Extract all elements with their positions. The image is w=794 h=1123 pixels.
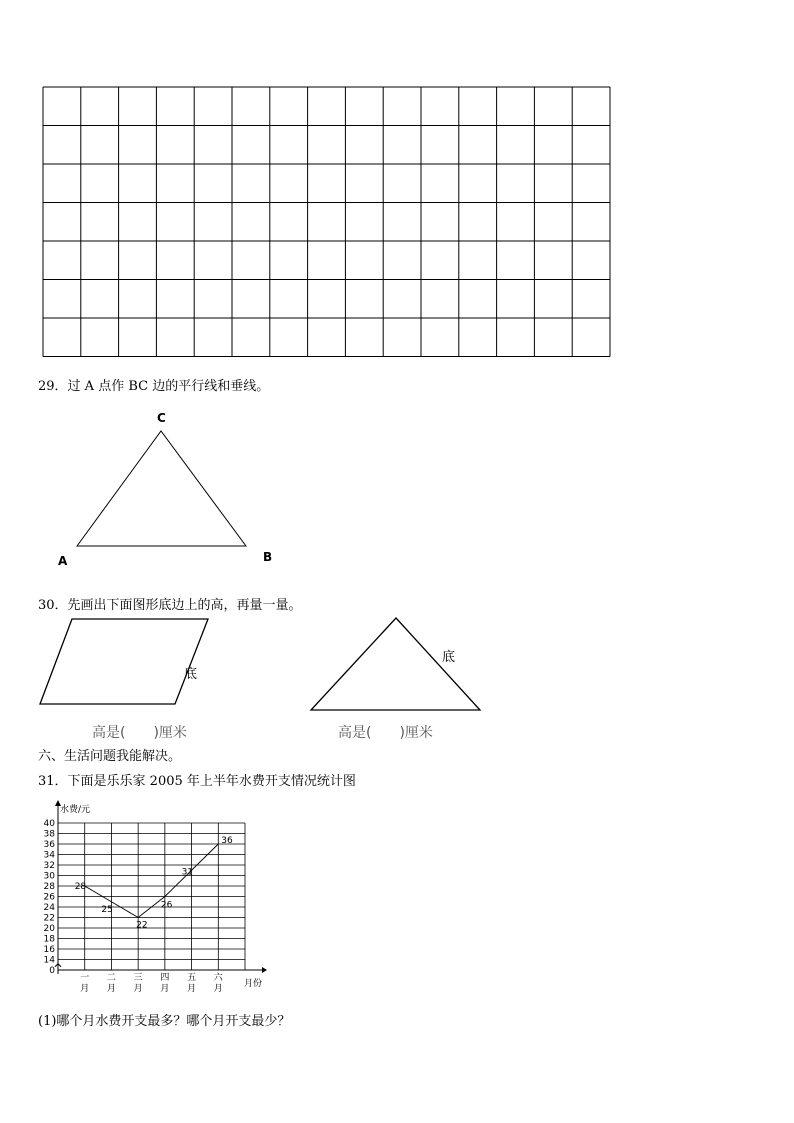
x-axis-arrow (262, 967, 267, 973)
x-tick-label-suffix: 月 (133, 984, 143, 994)
x-tick-label-suffix: 月 (187, 984, 197, 994)
blank-square-grid (42, 86, 612, 358)
x-tick-label: 二 (106, 973, 116, 983)
x-tick-label-suffix: 月 (213, 984, 223, 994)
y-tick-label: 14 (43, 955, 55, 966)
x-tick-label: 三 (133, 973, 143, 983)
y-axis-label: 水费/元 (60, 805, 91, 815)
data-label: 36 (221, 836, 233, 846)
label-b: B (263, 550, 273, 564)
y-tick-label: 32 (43, 861, 55, 871)
data-label: 26 (160, 900, 173, 911)
x-tick-label: 四 (160, 973, 170, 983)
data-label: 25 (101, 904, 113, 915)
x-tick-label-suffix: 月 (160, 984, 170, 994)
y-tick-label: 18 (43, 934, 55, 945)
y-tick-label: 26 (43, 892, 55, 903)
y-tick-label: 40 (43, 819, 55, 829)
question-30: 30．先画出下面图形底边上的高，再量一量。 (38, 598, 302, 613)
data-label: 31 (181, 867, 194, 878)
y-tick-label: 0 (49, 966, 55, 976)
water-fee-line-chart (36, 796, 276, 998)
x-tick-label: 一 (80, 973, 90, 983)
y-tick-label: 34 (43, 850, 55, 861)
y-tick-label: 16 (43, 945, 55, 955)
x-tick-label: 五 (187, 973, 197, 983)
question-31-sub-1: (1)哪个月水费开支最多？哪个月开支最少？ (38, 1014, 291, 1029)
triangle-figure (300, 614, 500, 744)
section-6-title: 六、生活问题我能解决。 (38, 749, 182, 764)
x-axis-label: 月份 (244, 979, 263, 989)
y-tick-label: 22 (43, 913, 55, 924)
height-answer-2: 高是( )厘米 (338, 725, 433, 741)
parallelogram-figure (36, 614, 236, 744)
height-answer-1: 高是( )厘米 (92, 725, 187, 741)
base-label-parallelogram: 底 (184, 667, 198, 682)
y-tick-label: 36 (43, 840, 55, 850)
question-31: 31．下面是乐乐家 2005 年上半年水费开支情况统计图 (38, 774, 356, 789)
x-tick-label: 六 (213, 973, 223, 983)
y-tick-label: 38 (43, 829, 55, 840)
x-tick-label-suffix: 月 (106, 984, 116, 994)
question-29: 29．过 A 点作 BC 边的平行线和垂线。 (38, 379, 270, 394)
data-label: 22 (136, 920, 148, 931)
x-tick-label-suffix: 月 (80, 984, 90, 994)
y-tick-label: 28 (43, 882, 55, 892)
y-tick-label: 20 (43, 924, 55, 934)
label-c: C (157, 411, 166, 425)
y-tick-label: 30 (43, 871, 55, 882)
label-a: A (58, 554, 68, 568)
base-label-triangle: 底 (442, 650, 456, 665)
triangle-abc (40, 405, 300, 575)
data-label: 28 (74, 882, 87, 892)
y-tick-label: 24 (43, 903, 55, 913)
